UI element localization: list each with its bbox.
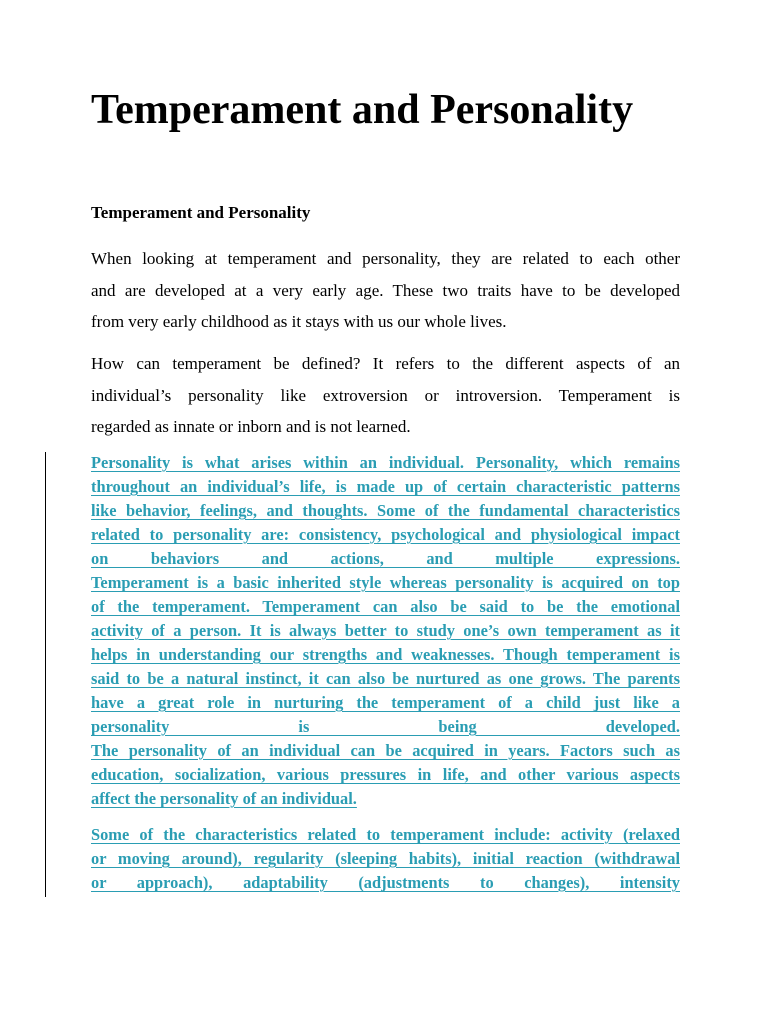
highlighted-line[interactable]: affect the personality of an individual.	[91, 789, 357, 808]
highlighted-paragraph-characteristics[interactable]	[91, 823, 680, 895]
highlighted-line[interactable]: The personality of an individual can be acquired in years. Factors such as	[91, 741, 680, 760]
paragraph-line: individual’s personality like extroversion or introversion. Temperament is	[91, 385, 680, 405]
highlighted-line[interactable]: activity of a person. It is always better to study one’s own temperament as it	[91, 621, 680, 640]
revision-change-bar	[45, 452, 46, 897]
highlighted-line[interactable]: Temperament is a basic inherited style whereas personality is acquired on top	[91, 573, 680, 592]
paragraph-intro	[91, 243, 680, 338]
highlighted-line[interactable]: personality is being developed.	[91, 717, 680, 736]
paragraph-line: and are developed at a very early age. These two traits have to be developed	[91, 280, 680, 300]
highlighted-line[interactable]: said to be a natural instinct, it can also be nurtured as one grows. The parents	[91, 669, 680, 688]
highlighted-line[interactable]: education, socialization, various pressures in life, and other various aspects	[91, 765, 680, 784]
highlighted-line[interactable]: throughout an individual’s life, is made up of certain characteristic patterns	[91, 477, 680, 496]
paragraph-line: regarded as innate or inborn and is not learned.	[91, 417, 411, 436]
highlighted-paragraph-personality[interactable]	[91, 451, 680, 811]
highlighted-line[interactable]: helps in understanding our strengths and weaknesses. Though temperament is	[91, 645, 680, 664]
document-title: Temperament and Personality	[91, 87, 634, 133]
highlighted-line[interactable]: or moving around), regularity (sleeping habits), initial reaction (withdrawal	[91, 849, 680, 868]
section-heading: Temperament and Personality	[91, 203, 311, 222]
highlighted-line[interactable]: Personality is what arises within an individual. Personality, which remains	[91, 453, 680, 472]
highlighted-line[interactable]: or approach), adaptability (adjustments to changes), intensity	[91, 873, 680, 892]
highlighted-line[interactable]: related to personality are: consistency, psychological and physiological impact	[91, 525, 680, 544]
highlighted-line[interactable]: like behavior, feelings, and thoughts. Some of the fundamental characteristics	[91, 501, 680, 520]
paragraph-line: from very early childhood as it stays with us our whole lives.	[91, 312, 507, 331]
paragraph-line: When looking at temperament and personality, they are related to each other	[91, 249, 680, 268]
paragraph-line: How can temperament be defined? It refers to the different aspects of an	[91, 354, 680, 373]
highlighted-line[interactable]: Some of the characteristics related to temperament include: activity (relaxed	[91, 825, 680, 844]
highlighted-line[interactable]: have a great role in nurturing the temperament of a child just like a	[91, 693, 680, 712]
highlighted-line[interactable]: of the temperament. Temperament can also be said to be the emotional	[91, 597, 680, 616]
highlighted-line[interactable]: on behaviors and actions, and multiple expressions.	[91, 549, 680, 568]
paragraph-definition	[91, 348, 680, 443]
